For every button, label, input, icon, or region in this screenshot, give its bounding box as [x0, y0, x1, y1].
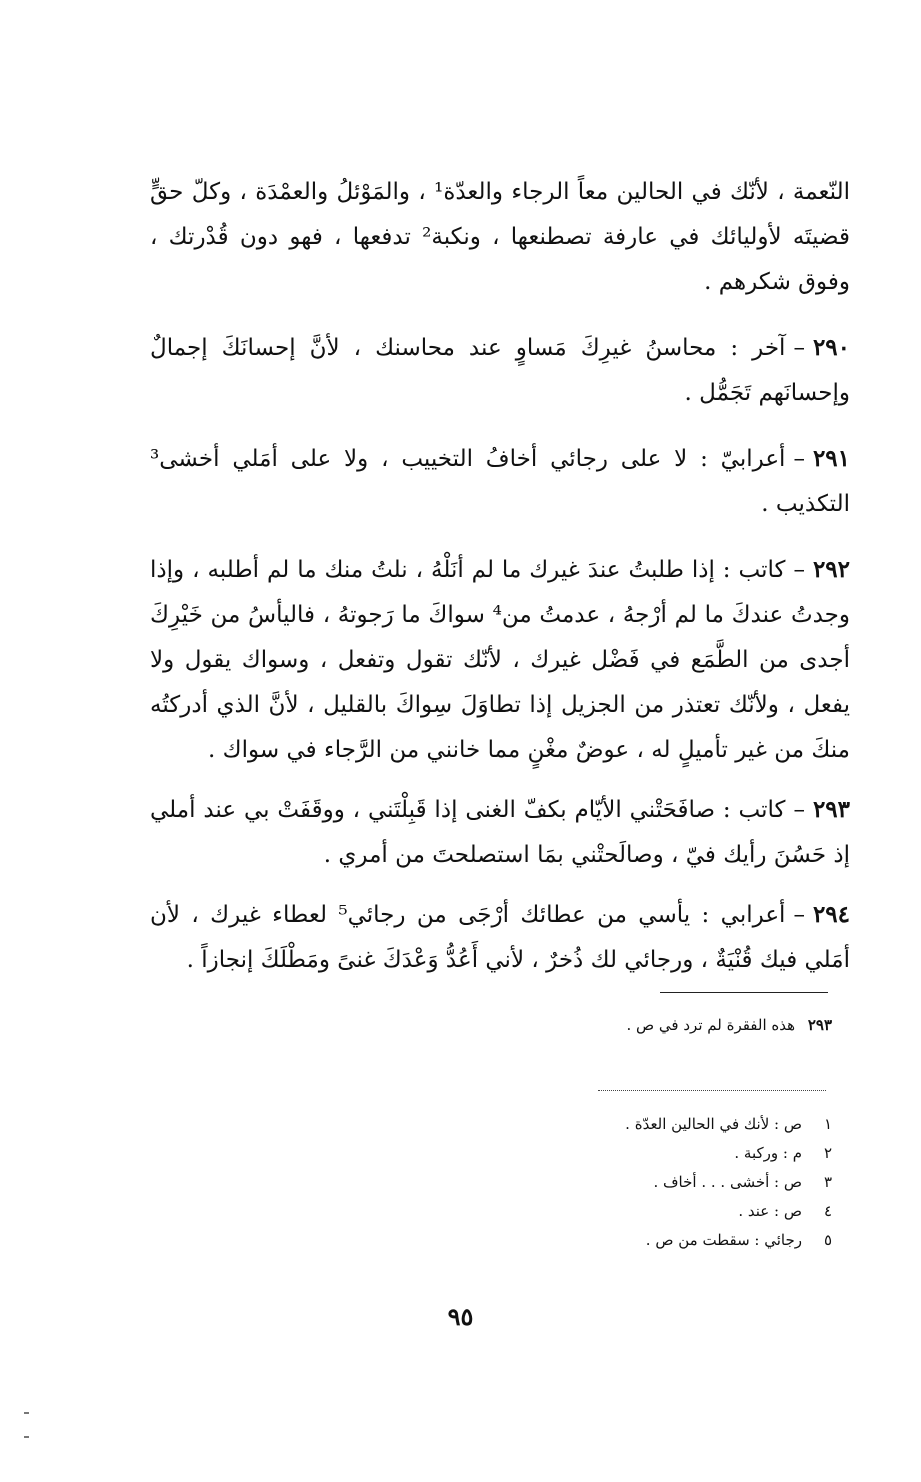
page-number: ٩٥: [447, 1302, 474, 1331]
note-text: هذه الفقرة لم ترد في ص .: [626, 1016, 796, 1034]
footnote-text: م : وركبة .: [734, 1144, 802, 1162]
dotted-separator: [598, 1090, 826, 1091]
paragraph-number: ٢٩٢: [812, 556, 850, 583]
editorial-note: [420, 1010, 832, 1040]
paragraph-292: ٢٩٢–كاتب : إذا طلبتُ عندَ غيرك ما لم أنَلْهُ ، نلتُ منك ما لم أطلبه ، وإذا وجدتُ عندكَ ما لم أرْجهُ ، عدمتُ من⁴ سواكَ ما رَجوتهُ ، فاليأسُ من خَيْرِكَ أجدى من الطَّمَع في فَضْل غيرك ، لأنّك تقول وتفعل ، وسواك يقول ولا يفعل ، ولأنّك تعتذر من الجزيل إذا تطاوَلَ سِواكَ بالقليل ، لأنَّ الذي أدركتُه منكَ من غير تأميلٍ له ، عوضٌ مغْنٍ مما خانني من الرَّجاء في سواك .: [150, 556, 850, 763]
paragraph-number: ٢٩١: [812, 445, 850, 472]
paragraph-number: ٢٩٣: [812, 796, 850, 823]
footnote-number: ٣: [823, 1173, 832, 1191]
paragraph-text: النّعمة ، لأنّك في الحالين معاً الرجاء والعدّة¹ ، والمَوْئلُ والعمْدَة ، وكلّ حقٍّ قضيتَه لأوليائك في عارفة تصطنعها ، ونكبة² تدفعها ، فهو دون قُدْرتك ، وفوق شكرهم .: [150, 179, 850, 295]
footnote-number: ٥: [823, 1231, 832, 1249]
footnote-list: [420, 1110, 832, 1255]
paragraph-293: ٢٩٣–كاتب : صافَحَتْني الأيّام بكفّ الغنى إذا قَبِلْتَني ، ووقَفَتْ بي عند أملي إذ حَسُنَ رأيك فيّ ، وصالَحتْني بمَا استصلحتَ من أمري .: [150, 796, 850, 868]
footnote-item: [420, 1168, 832, 1197]
footnote-item: [420, 1226, 832, 1255]
paragraph-number: ٢٩٤: [812, 901, 850, 928]
footnote-number: ٢: [823, 1144, 832, 1162]
footnote-text: ص : لأنك في الحالين العدّة .: [625, 1115, 802, 1133]
paragraph-number: ٢٩٠: [812, 334, 850, 361]
note-number: ٢٩٣: [807, 1016, 832, 1034]
footnote-text: ص : عند .: [738, 1202, 802, 1220]
footnote-item: [420, 1197, 832, 1226]
paragraph-text: كاتب : إذا طلبتُ عندَ غيرك ما لم أنَلْهُ ، نلتُ منك ما لم أطلبه ، وإذا وجدتُ عندكَ ما لم أرْجهُ ، عدمتُ من⁴ سواكَ ما رَجوتهُ ، فاليأسُ من خَيْرِكَ أجدى من الطَّمَع في فَضْل غيرك ، لأنّك تقول وتفعل ، وسواك يقول ولا يفعل ، ولأنّك تعتذر من الجزيل إذا تطاوَلَ سِواكَ بالقليل ، لأنَّ الذي أدركتُه منكَ من غير تأميلٍ له ، عوضٌ مغْنٍ مما خانني من الرَّجاء في سواك .: [150, 557, 850, 763]
paragraph-text: أعرابي : يأسي من عطائك أرْجَى من رجائي⁵ لعطاء غيرك ، لأن أمَلي فيك قُنْيَةٌ ، ورجائي لك ذُخرٌ ، لأني أَعُدُّ وَعْدَكَ غنىً ومَطْلَكَ إنجازاً .: [150, 902, 850, 973]
paragraph-291: ٢٩١–أعرابيّ : لا على رجائي أخافُ التخييب ، ولا على أمَلي أخشى³ التكذيب .: [150, 445, 850, 517]
footnote-text: ص : أخشى . . . أخاف .: [653, 1173, 802, 1191]
footnote-separator: [660, 992, 828, 993]
paragraph-text: كاتب : صافَحَتْني الأيّام بكفّ الغنى إذا قَبِلْتَني ، ووقَفَتْ بي عند أملي إذ حَسُنَ رأيك فيّ ، وصالَحتْني بمَا استصلحتَ من أمري .: [150, 797, 850, 868]
paragraph-continuation: [150, 170, 850, 305]
footnote-text: رجائي : سقطت من ص .: [645, 1231, 802, 1249]
scan-speck: [24, 1412, 29, 1414]
footnote-item: [420, 1139, 832, 1168]
footnote-number: ١: [823, 1115, 832, 1133]
paragraph-290: ٢٩٠–آخر : محاسنُ غيرِكَ مَساوٍ عند محاسنك ، لأنَّ إحسانَكَ إجمالٌ وإحسانَهم تَجَمُّل .: [150, 334, 850, 406]
footnote-number: ٤: [823, 1202, 832, 1220]
scan-speck: [24, 1436, 29, 1438]
footnote-item: [420, 1110, 832, 1139]
main-text: [150, 170, 850, 983]
paragraph-text: أعرابيّ : لا على رجائي أخافُ التخييب ، ولا على أمَلي أخشى³ التكذيب .: [150, 446, 850, 517]
paragraph-294: ٢٩٤–أعرابي : يأسي من عطائك أرْجَى من رجائي⁵ لعطاء غيرك ، لأن أمَلي فيك قُنْيَةٌ ، ورجائي لك ذُخرٌ ، لأني أَعُدُّ وَعْدَكَ غنىً ومَطْلَكَ إنجازاً .: [150, 901, 850, 973]
paragraph-text: آخر : محاسنُ غيرِكَ مَساوٍ عند محاسنك ، لأنَّ إحسانَكَ إجمالٌ وإحسانَهم تَجَمُّل .: [150, 335, 850, 406]
